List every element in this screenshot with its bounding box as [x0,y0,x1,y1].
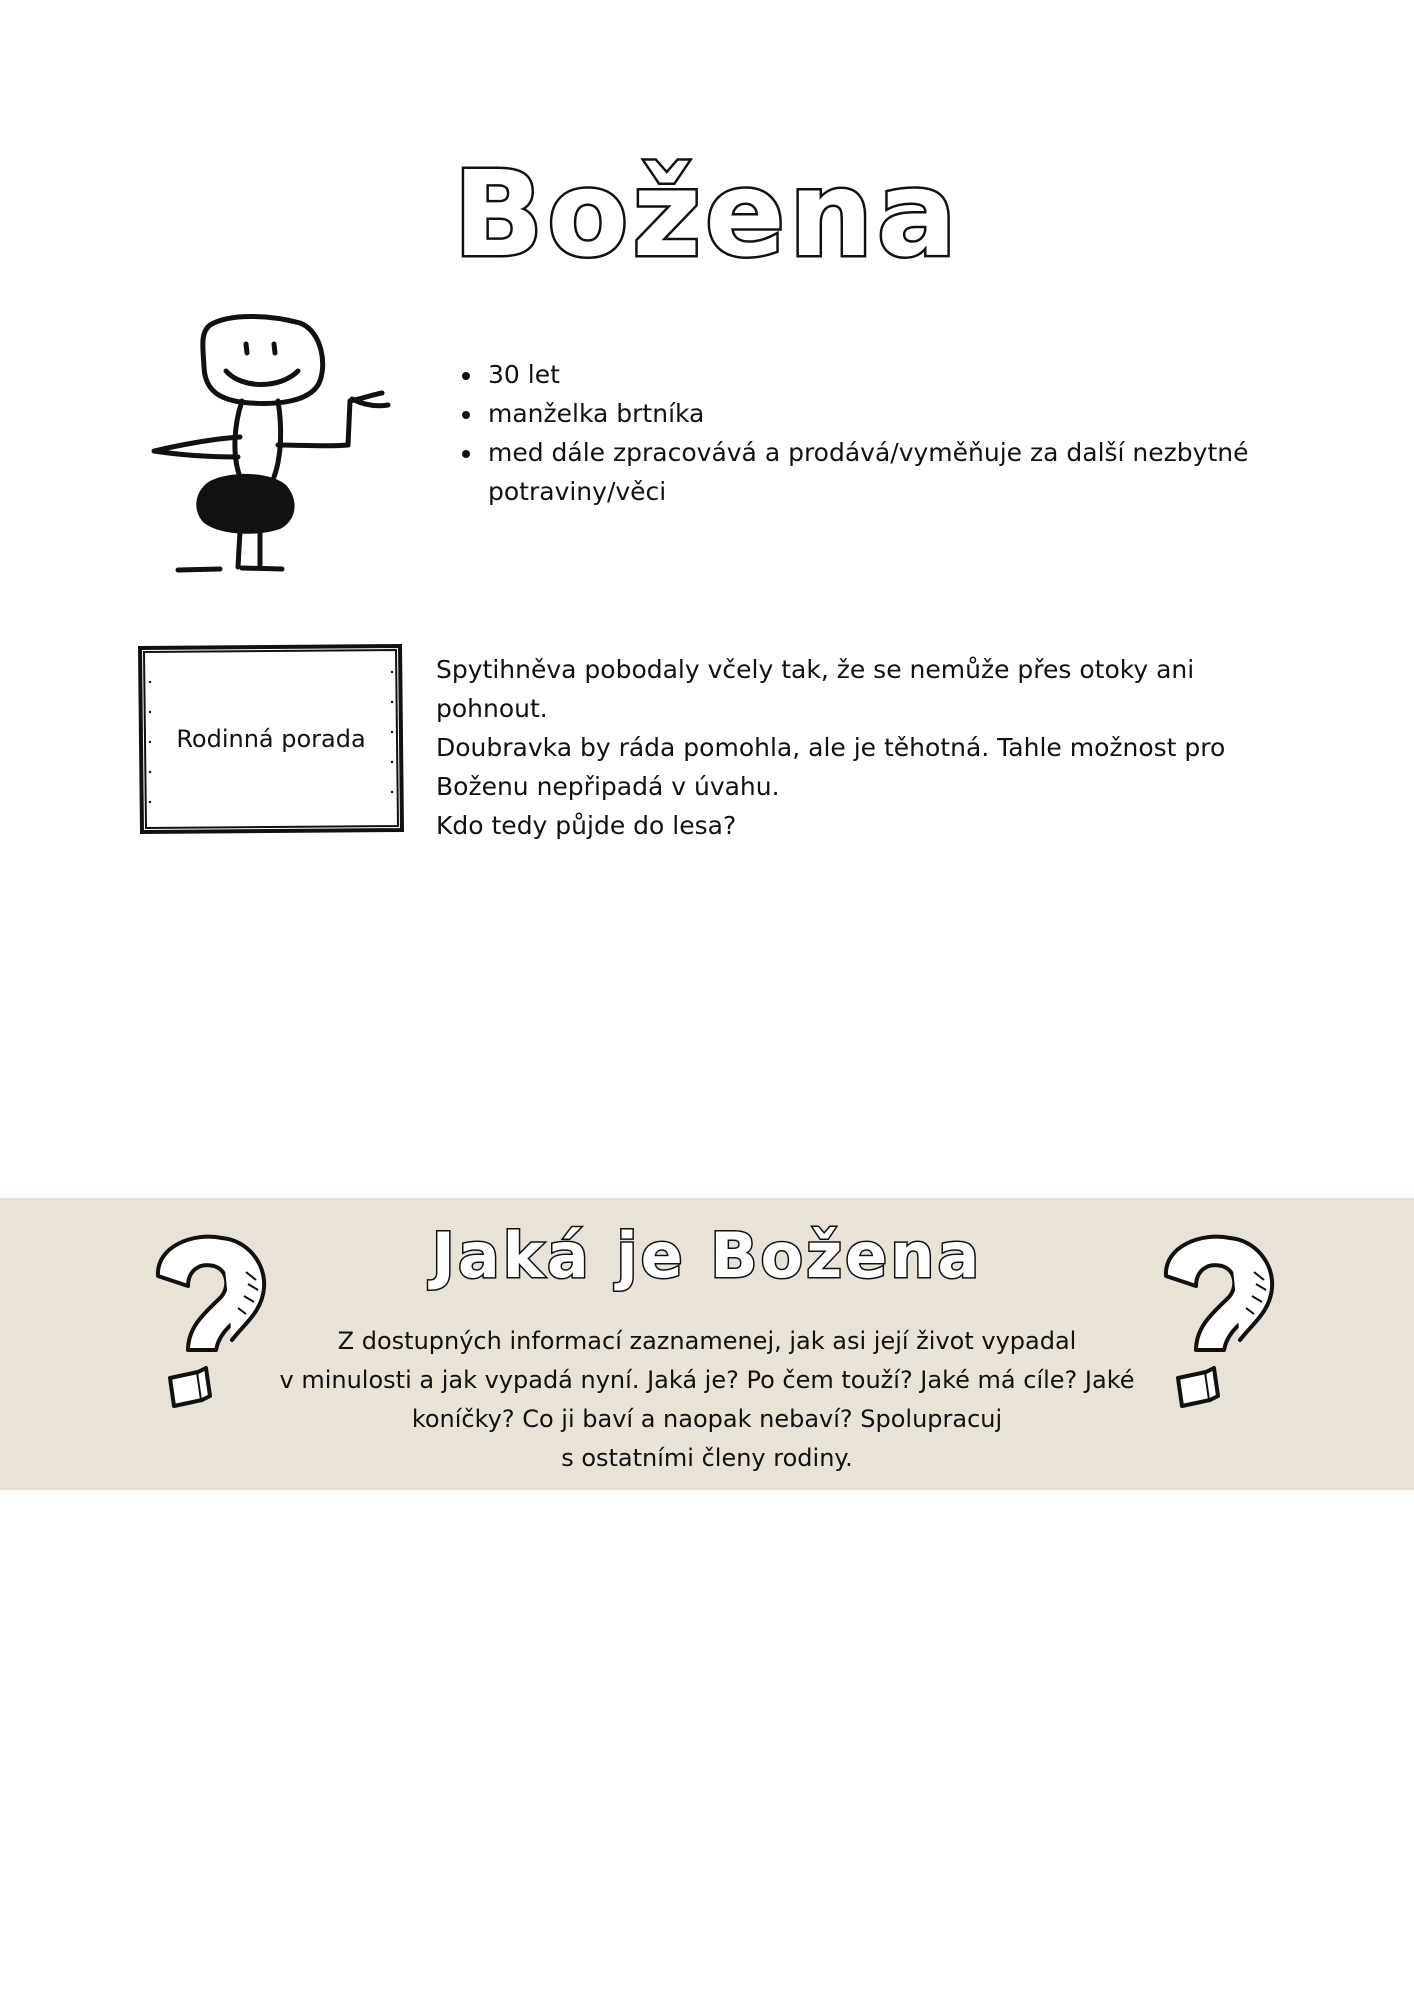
character-facts-list [452,355,1284,511]
question-mark-icon [1158,1232,1278,1412]
story-line: Spytihněva pobodaly včely tak, že se nemůže přes otoky ani pohnout. [436,655,1195,723]
stick-figure-illustration [150,305,400,580]
task-instructions [250,1322,1164,1478]
fact-age: • 30 let [484,355,1284,394]
story-text [436,650,1286,845]
story-line: Doubravka by ráda pomohla, ale je těhotná. Tahle možnost pro [436,733,1226,762]
instruction-line: Z dostupných informací zaznamenej, jak asi její život vypadal [337,1327,1077,1355]
instruction-line: s ostatními členy rodiny. [561,1444,853,1472]
instruction-line: v minulosti a jak vypadá nyní. Jaká je? Po čem touží? Jaké má cíle? Jaké [279,1366,1135,1394]
frame-label: Rodinná porada [176,725,366,753]
story-line: Boženu nepřipadá v úvahu. [436,772,780,801]
story-question: Kdo tedy půjde do lesa? [436,811,737,840]
instruction-line: koníčky? Co ji baví a naopak nebaví? Spolupracuj [411,1405,1003,1433]
task-title: Jaká je Božena [431,1219,983,1292]
fact-occupation: • med dále zpracovává a prodává/vyměňuje za další nezbytné potraviny/věci [484,433,1284,511]
page-title: Božena [453,145,961,283]
fact-role: • manželka brtníka [484,394,1284,433]
